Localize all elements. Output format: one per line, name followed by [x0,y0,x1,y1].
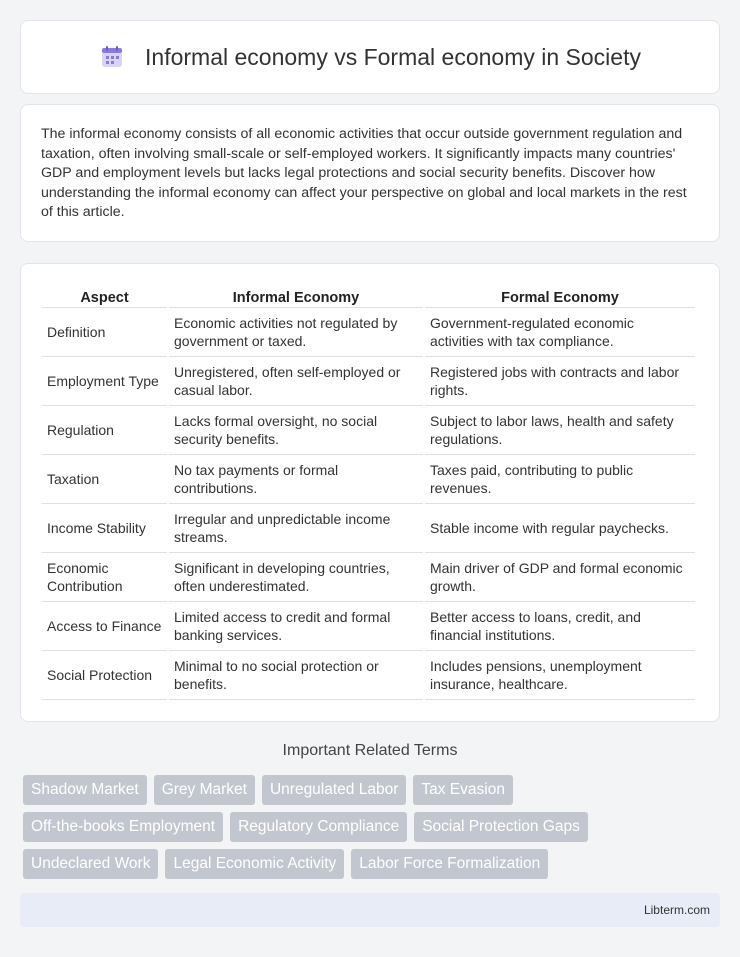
cell-informal: Unregistered, often self-employed or casual labor. [169,357,423,406]
document-icon [99,44,125,70]
table-row [42,504,695,553]
cell-formal: Main driver of GDP and formal economic growth. [425,553,695,602]
footer-site-link[interactable]: Libterm.com [643,903,710,917]
table-row [42,553,695,602]
cell-informal: Economic activities not regulated by government or taxed. [169,308,423,357]
tag-tax-evasion[interactable]: Tax Evasion [413,775,513,805]
tag-off-the-books-employment[interactable]: Off-the-books Employment [23,812,223,842]
comparison-table-card [20,263,720,722]
related-terms-title: Important Related Terms [282,742,458,759]
cell-formal: Taxes paid, contributing to public revenues. [425,455,695,504]
cell-aspect: Access to Finance [42,602,167,651]
tag-regulatory-compliance[interactable]: Regulatory Compliance [230,812,407,842]
tag-grey-market[interactable]: Grey Market [154,775,255,805]
comparison-table [40,282,697,700]
cell-informal: Significant in developing countries, often underestimated. [169,553,423,602]
cell-aspect: Taxation [42,455,167,504]
tag-social-protection-gaps[interactable]: Social Protection Gaps [414,812,588,842]
page-title: Informal economy vs Formal economy in Society [145,43,641,70]
cell-formal: Subject to labor laws, health and safety regulations. [425,406,695,455]
tag-shadow-market[interactable]: Shadow Market [23,775,147,805]
cell-formal: Stable income with regular paychecks. [425,504,695,553]
cell-formal: Includes pensions, unemployment insurance, healthcare. [425,651,695,700]
tag-labor-force-formalization[interactable]: Labor Force Formalization [351,849,548,879]
table-row [42,602,695,651]
tag-row [23,775,723,805]
cell-informal: Minimal to no social protection or benefits. [169,651,423,700]
tag-legal-economic-activity[interactable]: Legal Economic Activity [165,849,344,879]
related-terms-tags [23,775,723,886]
table-row [42,651,695,700]
cell-aspect: Regulation [42,406,167,455]
tag-row [23,812,723,842]
cell-informal: No tax payments or formal contributions. [169,455,423,504]
header-formal: Formal Economy [425,282,695,308]
intro-card [20,104,720,242]
table-row [42,455,695,504]
table-row [42,308,695,357]
footer [20,893,720,927]
cell-aspect: Income Stability [42,504,167,553]
table-header-row [42,282,695,308]
cell-informal: Limited access to credit and formal banking services. [169,602,423,651]
cell-formal: Better access to loans, credit, and financial institutions. [425,602,695,651]
cell-aspect: Economic Contribution [42,553,167,602]
title-card [20,20,720,94]
tag-row [23,849,723,879]
cell-informal: Lacks formal oversight, no social security benefits. [169,406,423,455]
cell-aspect: Social Protection [42,651,167,700]
header-aspect: Aspect [42,282,167,308]
table-row [42,357,695,406]
cell-aspect: Employment Type [42,357,167,406]
cell-informal: Irregular and unpredictable income streams. [169,504,423,553]
tag-undeclared-work[interactable]: Undeclared Work [23,849,158,879]
cell-formal: Government-regulated economic activities with tax compliance. [425,308,695,357]
tag-unregulated-labor[interactable]: Unregulated Labor [262,775,406,805]
header-informal: Informal Economy [169,282,423,308]
table-row [42,406,695,455]
cell-aspect: Definition [42,308,167,357]
intro-text: The informal economy consists of all economic activities that occur outside government regulation and taxation, often involving small-scale or self-employed workers. It significantly impacts many countries' GDP and employment levels but lacks legal protections and social security benefits. Discover how understanding the informal economy can affect your perspective on global and local markets in the rest of this article. [41,126,687,221]
cell-formal: Registered jobs with contracts and labor rights. [425,357,695,406]
